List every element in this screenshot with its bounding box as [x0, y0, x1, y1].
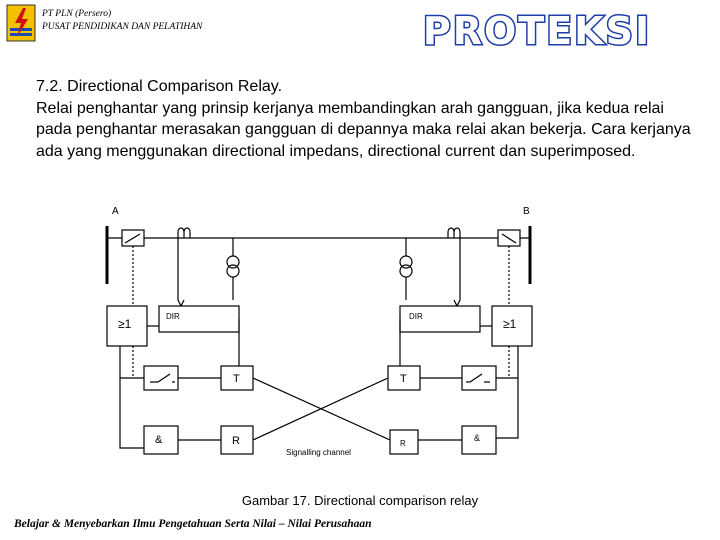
ct-right-icon: [448, 228, 460, 238]
content: [36, 76, 696, 162]
bus-b-label: B: [523, 206, 530, 217]
pln-logo-icon: [6, 4, 36, 42]
vt-left-icon: [227, 238, 239, 286]
dir-right-label: DIR: [409, 312, 423, 321]
figure-caption: Gambar 17. Directional comparison relay: [241, 493, 479, 508]
dir-left-label: DIR: [166, 312, 180, 321]
t-left-label: T: [233, 373, 240, 385]
proteksi-brand: [384, 8, 690, 52]
relay-schematic: [0, 200, 720, 490]
t-right-label: T: [400, 373, 407, 385]
unit-name: PUSAT PENDIDIKAN DAN PELATIHAN: [42, 22, 203, 32]
contact-right: [462, 366, 496, 390]
header-text: [42, 8, 202, 34]
contact-left: [144, 366, 178, 390]
vt-right-icon: [400, 238, 412, 286]
company-name: PT PLN (Persero): [42, 9, 112, 19]
footer-slogan: Belajar & Menyebarkan Ilmu Pengetahuan Serta Nilai – Nilai Perusahaan: [14, 518, 372, 530]
r-left-label: R: [232, 435, 240, 447]
breaker-right: [498, 230, 520, 246]
or-gate-left-label: ≥1: [118, 317, 132, 331]
ct-left-icon: [178, 228, 190, 238]
signalling-channel-label: Signalling channel: [286, 448, 351, 457]
section-title: 7.2. Directional Comparison Relay.: [36, 78, 283, 95]
section-body: Relai penghantar yang prinsip kerjanya membandingkan arah gangguan, jika kedua relai pada penghantar merasakan gangguan di depannya maka relai akan bekerja. Cara kerjanya ada yang menggunakan directional impedans, directional current dan superimposed.: [36, 99, 691, 160]
and-gate-left-label: &: [155, 434, 163, 446]
or-gate-right-label: ≥1: [503, 317, 517, 331]
bus-a-label: A: [112, 206, 119, 217]
r-right-label: R: [400, 439, 406, 448]
and-gate-right-label: &: [474, 433, 481, 443]
brand-text: PROTEKSI: [422, 9, 652, 52]
breaker-left: [122, 230, 144, 246]
